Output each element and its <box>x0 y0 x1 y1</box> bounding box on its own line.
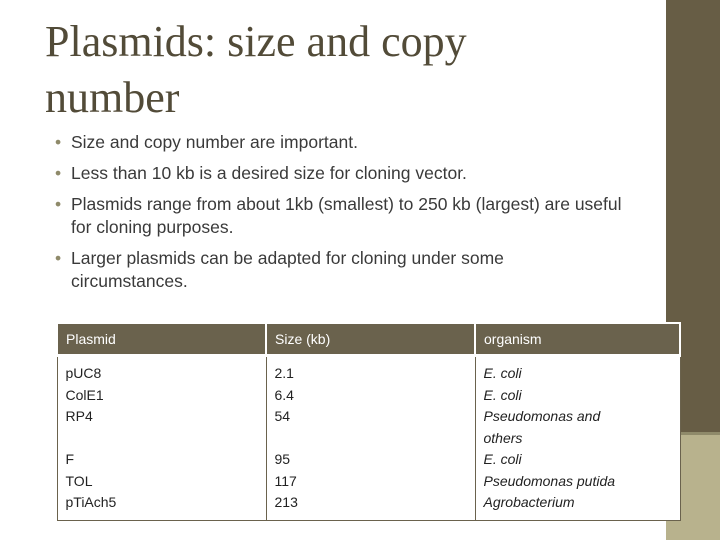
organism-name: E. coli <box>483 386 522 403</box>
bullet-text: Larger plasmids can be adapted for cloning under some circumstances. <box>71 248 504 291</box>
title-line-1: Plasmids: size and copy <box>45 17 467 66</box>
organism-cell <box>475 356 680 521</box>
organism-name: Pseudomonas putida <box>483 472 616 489</box>
plasmid-table <box>56 322 681 521</box>
bullet-dot-icon: • <box>55 132 62 152</box>
header-size: Size (kb) <box>266 323 475 356</box>
bullet-dot-icon: • <box>55 163 62 183</box>
bullet-dot-icon: • <box>55 248 62 268</box>
organism-name: Pseudomonas and <box>483 408 601 424</box>
size-value: 2.1 <box>274 365 294 381</box>
bullet-text: Plasmids range from about 1kb (smallest) to 250 kb (largest) are useful for cloning purposes. <box>71 194 622 237</box>
title-line-2: number <box>45 73 180 122</box>
table-header-row <box>57 323 680 356</box>
size-cell <box>266 356 475 521</box>
bullet-item <box>55 193 625 239</box>
header-plasmid: Plasmid <box>57 323 266 356</box>
organism-name: E. coli <box>483 451 522 467</box>
bullet-list <box>55 131 625 301</box>
size-value: 95 <box>274 451 291 467</box>
size-value: 117 <box>274 472 297 489</box>
plasmid-cell <box>57 356 266 521</box>
organism-name: E. coli <box>483 365 522 381</box>
spacer <box>66 428 258 450</box>
plasmid-name: F <box>65 451 75 467</box>
bullet-item <box>55 131 625 154</box>
organism-name: others <box>483 429 523 446</box>
organism-name: Agrobacterium <box>483 494 575 510</box>
plasmid-name: ColE1 <box>65 386 104 403</box>
bullet-item <box>55 162 625 185</box>
size-value: 54 <box>274 408 291 424</box>
plasmid-name: TOL <box>65 472 93 489</box>
plasmid-name: pUC8 <box>65 365 102 381</box>
bullet-item <box>55 247 625 293</box>
bullet-dot-icon: • <box>55 194 62 214</box>
table-row <box>57 356 680 521</box>
size-value: 213 <box>274 494 298 510</box>
slide-title <box>45 14 645 126</box>
bullet-text: Size and copy number are important. <box>71 132 358 152</box>
plasmid-name: pTiAch5 <box>65 494 117 510</box>
spacer <box>275 428 467 450</box>
bullet-text: Less than 10 kb is a desired size for cloning vector. <box>71 163 467 183</box>
plasmid-name: RP4 <box>65 408 93 424</box>
size-value: 6.4 <box>274 386 294 403</box>
header-organism: organism <box>475 323 680 356</box>
